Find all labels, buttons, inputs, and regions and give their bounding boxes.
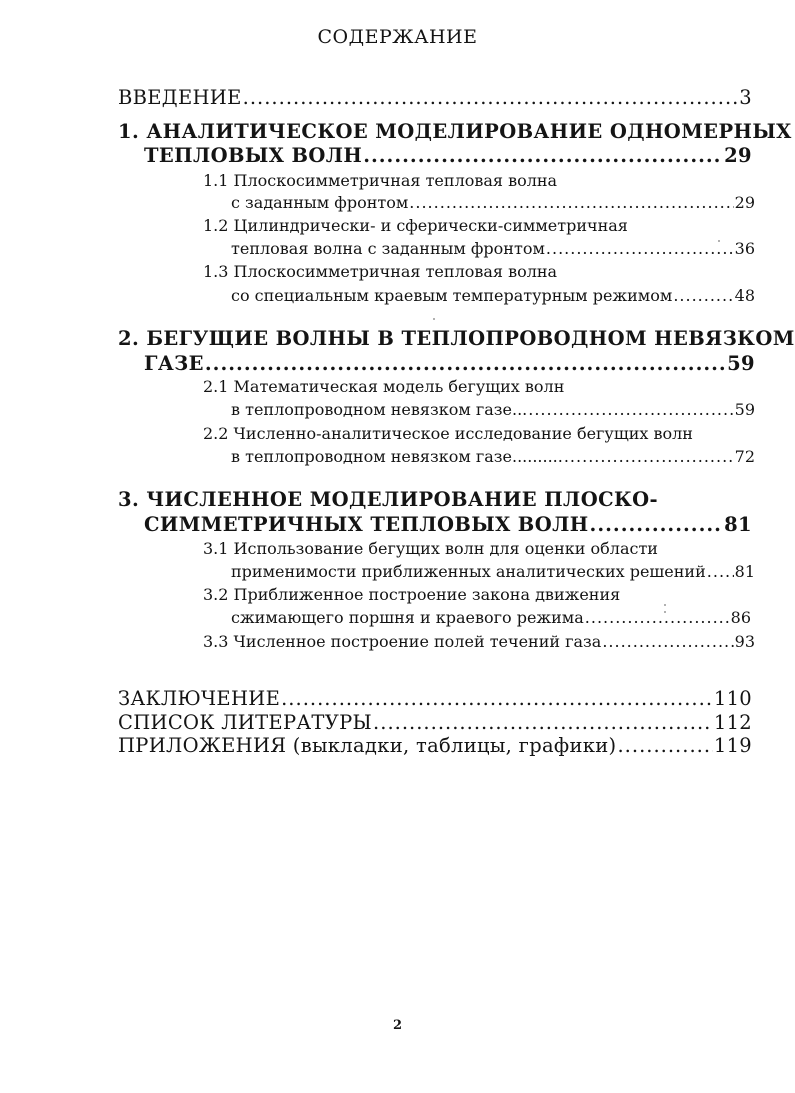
toc-appendices-label: ПРИЛОЖЕНИЯ (выкладки, таблицы, графики) <box>118 734 617 757</box>
leader-dots <box>673 286 733 305</box>
toc-section-2-1[interactable] <box>231 400 755 419</box>
toc-section-3-1-title[interactable]: 3.1 Использование бегущих волн для оценки области <box>203 539 658 558</box>
toc-section-title-cont: с заданным фронтом <box>231 193 409 212</box>
toc-section-title-cont: в теплопроводном невязком газе... <box>231 400 528 419</box>
toc-section-1-1-title[interactable]: 1.1 Плоскосимметричная тепловая волна <box>203 171 558 190</box>
leader-dots <box>363 144 723 167</box>
toc-intro-page: 3 <box>739 86 752 109</box>
toc-intro-label: ВВЕДЕНИЕ <box>118 86 242 109</box>
leader-dots <box>281 687 713 710</box>
scan-speck <box>664 611 666 613</box>
toc-appendices[interactable] <box>118 734 752 757</box>
leader-dots <box>373 711 713 734</box>
scan-speck <box>664 604 666 606</box>
toc-conclusion[interactable] <box>118 687 752 710</box>
toc-section-1-3[interactable] <box>231 286 755 305</box>
toc-appendices-page: 119 <box>713 734 752 757</box>
toc-section-3-2[interactable] <box>231 608 751 627</box>
scan-speck <box>433 318 435 320</box>
leader-dots <box>546 239 734 258</box>
page-title: СОДЕРЖАНИЕ <box>317 26 478 48</box>
toc-section-title-cont: в теплопроводном невязком газе.......... <box>231 447 563 466</box>
toc-chapter-1[interactable] <box>144 144 752 167</box>
leader-dots <box>707 562 734 581</box>
toc-chapter-2-title-cont: ГАЗЕ <box>144 352 204 375</box>
toc-section-page: 93 <box>734 632 755 651</box>
leader-dots <box>564 447 734 466</box>
page-number: 2 <box>392 1018 403 1033</box>
toc-section-page: 48 <box>734 286 755 305</box>
toc-section-2-2[interactable] <box>231 447 755 466</box>
toc-section-1-2-title[interactable]: 1.2 Цилиндрически- и сферически-симметричная <box>203 216 628 235</box>
toc-section-2-1-title[interactable]: 2.1 Математическая модель бегущих волн <box>203 377 565 396</box>
leader-dots <box>602 632 733 651</box>
toc-section-title-cont: тепловая волна с заданным фронтом <box>231 239 545 258</box>
toc-references-label: СПИСОК ЛИТЕРАТУРЫ <box>118 711 373 734</box>
toc-section-page: 86 <box>730 608 751 627</box>
toc-chapter-3-title[interactable]: 3. ЧИСЛЕННОЕ МОДЕЛИРОВАНИЕ ПЛОСКО- <box>118 488 659 511</box>
leader-dots <box>590 513 724 536</box>
toc-section-1-3-title[interactable]: 1.3 Плоскосимметричная тепловая волна <box>203 262 558 281</box>
toc-chapter-2-title[interactable]: 2. БЕГУЩИЕ ВОЛНЫ В ТЕПЛОПРОВОДНОМ НЕВЯЗКОМ <box>118 327 795 350</box>
toc-section-3-1[interactable] <box>231 562 755 581</box>
leader-dots <box>205 352 726 375</box>
toc-section-title-cont: применимости приближенных аналитических решений <box>231 562 706 581</box>
toc-intro[interactable] <box>118 86 752 109</box>
toc-chapter-1-title-cont: ТЕПЛОВЫХ ВОЛН <box>144 144 363 167</box>
leader-dots <box>617 734 712 757</box>
toc-section-3-3[interactable] <box>203 632 755 651</box>
leader-dots <box>585 608 730 627</box>
toc-section-page: 81 <box>734 562 755 581</box>
toc-chapter-1-page: 29 <box>724 144 752 167</box>
toc-section-page: 59 <box>734 400 755 419</box>
toc-section-3-2-title[interactable]: 3.2 Приближенное построение закона движения <box>203 585 621 604</box>
leader-dots <box>528 400 733 419</box>
toc-section-page: 29 <box>734 193 755 212</box>
toc-conclusion-label: ЗАКЛЮЧЕНИЕ <box>118 687 281 710</box>
toc-chapter-3-title-cont: СИММЕТРИЧНЫХ ТЕПЛОВЫХ ВОЛН <box>144 513 589 536</box>
toc-section-2-2-title[interactable]: 2.2 Численно-аналитическое исследование бегущих волн <box>203 424 693 443</box>
scan-speck <box>718 240 720 242</box>
toc-section-title-cont: со специальным краевым температурным режимом <box>231 286 673 305</box>
toc-chapter-3-page: 81 <box>724 513 752 536</box>
toc-chapter-2[interactable] <box>144 352 755 375</box>
toc-section-page: 36 <box>734 239 755 258</box>
toc-section-1-2[interactable] <box>231 239 755 258</box>
toc-section-title-cont: сжимающего поршня и краевого режима <box>231 608 584 627</box>
toc-section-1-1[interactable] <box>231 193 755 212</box>
leader-dots <box>409 193 733 212</box>
toc-chapter-3[interactable] <box>144 513 752 536</box>
toc-chapter-2-page: 59 <box>727 352 755 375</box>
leader-dots <box>243 86 739 109</box>
toc-conclusion-page: 110 <box>713 687 752 710</box>
toc-section-title: 3.3 Численное построение полей течений газа <box>203 632 602 651</box>
toc-chapter-1-title[interactable]: 1. АНАЛИТИЧЕСКОЕ МОДЕЛИРОВАНИЕ ОДНОМЕРНЫХ <box>118 120 792 143</box>
toc-section-page: 72 <box>734 447 755 466</box>
toc-references[interactable] <box>118 711 752 734</box>
toc-references-page: 112 <box>713 711 752 734</box>
